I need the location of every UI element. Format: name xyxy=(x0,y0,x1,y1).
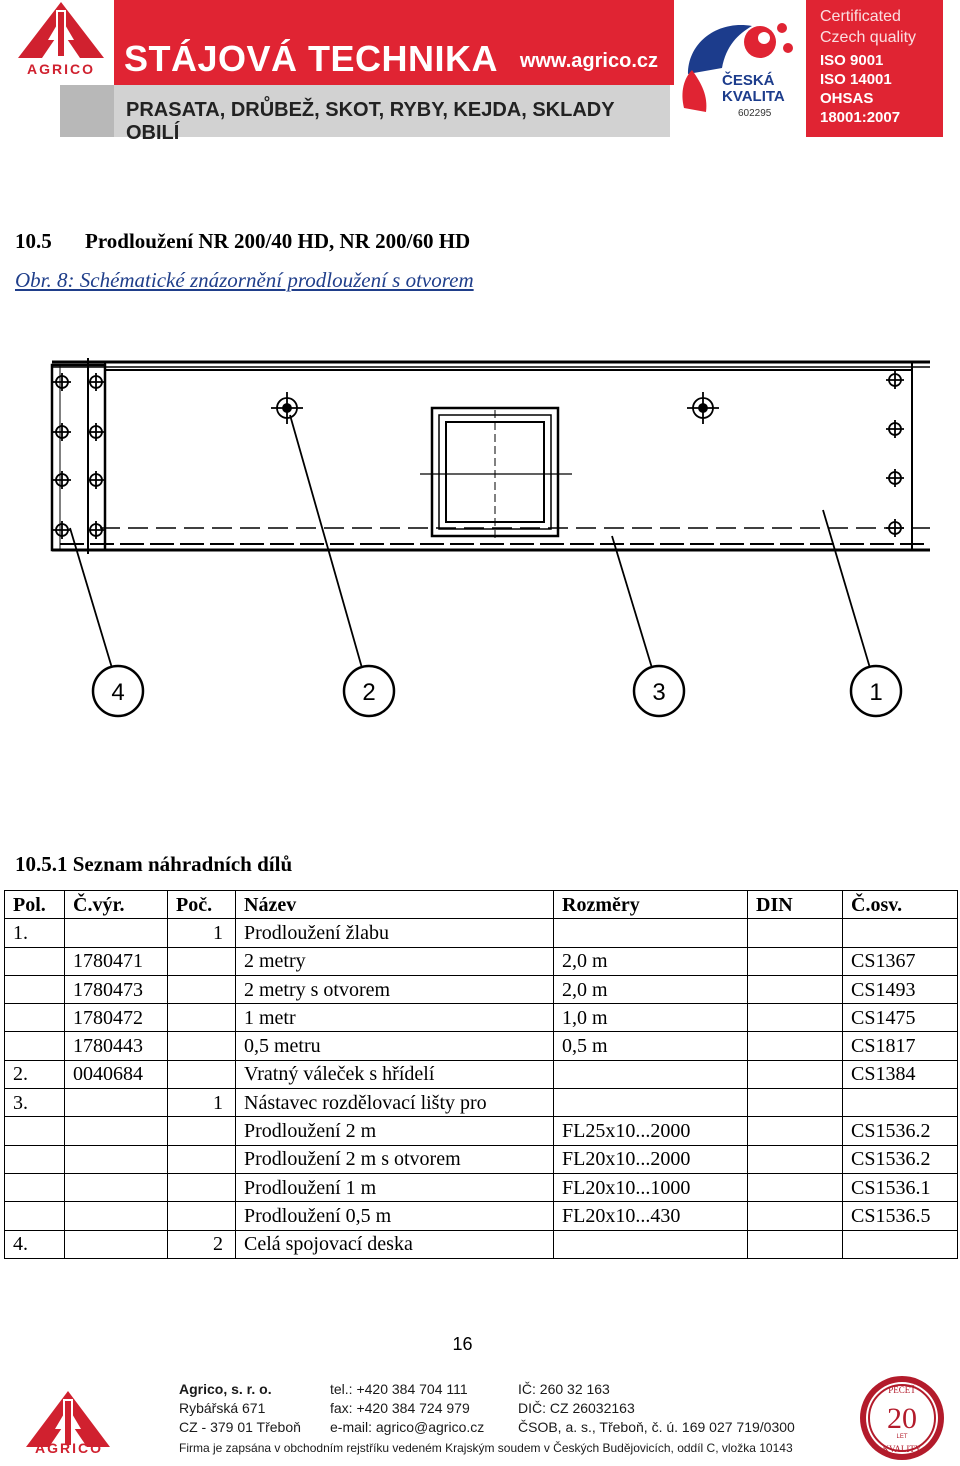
cert-line: OHSAS xyxy=(820,90,874,107)
cell-dimensions: 2,0 m xyxy=(554,975,748,1003)
cell-cert: CS1493 xyxy=(843,975,958,1003)
cell-name: 1 metr xyxy=(236,1004,554,1032)
cell-qty xyxy=(168,1032,236,1060)
cell-pos xyxy=(5,1173,65,1201)
callout-label: 1 xyxy=(869,679,883,706)
contact-fax: fax: +420 384 724 979 xyxy=(330,1400,470,1416)
cert-line: ISO 9001 xyxy=(820,52,884,69)
cell-part-no xyxy=(65,1117,168,1145)
cell-din xyxy=(748,1089,843,1117)
table-row xyxy=(5,1202,958,1230)
cell-name: Prodloužení 1 m xyxy=(236,1173,554,1201)
bolt-symbols xyxy=(53,371,904,539)
seal-text-bottom: KVALITY xyxy=(882,1444,922,1454)
table-row xyxy=(5,1173,958,1201)
section-title-text: Prodloužení NR 200/40 HD, NR 200/60 HD xyxy=(85,229,471,253)
gray-accent xyxy=(60,85,114,137)
seal-number: 20 xyxy=(887,1402,917,1435)
cell-qty xyxy=(168,1202,236,1230)
footer-contact xyxy=(330,1380,484,1437)
callout-label: 3 xyxy=(652,679,666,706)
quality-logo-number: 602295 xyxy=(738,108,772,119)
cell-pos xyxy=(5,1032,65,1060)
cell-part-no xyxy=(65,1089,168,1117)
table-row xyxy=(5,1145,958,1173)
agrico-logo xyxy=(8,0,114,80)
table-row xyxy=(5,1230,958,1258)
cell-pos: 3. xyxy=(5,1089,65,1117)
table-row xyxy=(5,947,958,975)
title-banner xyxy=(114,0,674,85)
cell-dimensions xyxy=(554,1060,748,1088)
cert-line: Czech quality xyxy=(820,29,917,46)
table-header-row xyxy=(5,891,958,919)
figure-caption: Obr. 8: Schématické znázornění prodloužení s otvorem xyxy=(15,268,474,292)
cell-cert: CS1817 xyxy=(843,1032,958,1060)
footer-brand-name: AGRICO xyxy=(35,1440,103,1456)
cell-qty xyxy=(168,1173,236,1201)
cell-dimensions: FL20x10...2000 xyxy=(554,1145,748,1173)
col-header-din: DIN xyxy=(748,891,843,919)
agrico-logo-text: AGRICO xyxy=(27,61,95,77)
cell-cert: CS1536.5 xyxy=(843,1202,958,1230)
cell-dimensions xyxy=(554,1230,748,1258)
cell-cert: CS1536.2 xyxy=(843,1145,958,1173)
cell-dimensions xyxy=(554,1089,748,1117)
col-header-dimensions: Rozměry xyxy=(554,891,748,919)
leader-lines xyxy=(70,415,870,668)
table-row xyxy=(5,1060,958,1088)
quality-logo-line2: KVALITA xyxy=(722,88,785,105)
cell-name: Prodloužení 2 m s otvorem xyxy=(236,1145,554,1173)
quality-logo-line1: ČESKÁ xyxy=(722,72,775,89)
parts-list-title: 10.5.1 Seznam náhradních dílů xyxy=(15,852,293,876)
cell-din xyxy=(748,1004,843,1032)
subtitle-band xyxy=(114,85,670,144)
cell-pos xyxy=(5,975,65,1003)
table-row xyxy=(5,1117,958,1145)
ceska-kvalita-logo-icon xyxy=(678,12,798,122)
page-header xyxy=(0,0,960,144)
seal-years: LET xyxy=(896,1434,908,1440)
col-header-name: Název xyxy=(236,891,554,919)
banner-title: STÁJOVÁ TECHNIKA xyxy=(124,38,499,79)
cell-dimensions: FL25x10...2000 xyxy=(554,1117,748,1145)
cell-qty: 1 xyxy=(168,919,236,947)
callout-label: 2 xyxy=(362,679,376,706)
parts-table xyxy=(4,890,958,1259)
cell-pos xyxy=(5,1202,65,1230)
seal-text-top: PEČEŤ xyxy=(888,1385,916,1395)
cell-pos xyxy=(5,1117,65,1145)
cell-cert xyxy=(843,1089,958,1117)
cell-din xyxy=(748,1032,843,1060)
cell-din xyxy=(748,1117,843,1145)
cell-din xyxy=(748,947,843,975)
page-number: 16 xyxy=(452,1334,473,1354)
table-row xyxy=(5,1032,958,1060)
cell-qty: 2 xyxy=(168,1230,236,1258)
cell-name: 2 metry xyxy=(236,947,554,975)
cell-name: Prodloužení 2 m xyxy=(236,1117,554,1145)
cell-name: 0,5 metru xyxy=(236,1032,554,1060)
cell-name: Vratný váleček s hřídelí xyxy=(236,1060,554,1088)
certificate-box xyxy=(806,0,943,137)
company-name: Agrico, s. r. o. xyxy=(179,1381,272,1397)
cell-dimensions: 0,5 m xyxy=(554,1032,748,1060)
parts-table-body xyxy=(5,919,958,1259)
callout-label: 4 xyxy=(111,679,125,706)
cell-pos xyxy=(5,947,65,975)
section-title xyxy=(15,229,470,254)
cell-qty xyxy=(168,975,236,1003)
cell-part-no xyxy=(65,1145,168,1173)
cell-dimensions: 2,0 m xyxy=(554,947,748,975)
cell-din xyxy=(748,1145,843,1173)
cert-line: 18001:2007 xyxy=(820,109,901,126)
banner-url[interactable]: www.agrico.cz xyxy=(519,50,658,72)
cell-qty xyxy=(168,1117,236,1145)
cell-cert: CS1384 xyxy=(843,1060,958,1088)
cell-dimensions: 1,0 m xyxy=(554,1004,748,1032)
cell-qty xyxy=(168,1004,236,1032)
cell-qty xyxy=(168,1145,236,1173)
cell-name: Nástavec rozdělovací lišty pro xyxy=(236,1089,554,1117)
company-city: CZ - 379 01 Třeboň xyxy=(179,1419,301,1435)
cell-dimensions xyxy=(554,919,748,947)
cell-din xyxy=(748,1173,843,1201)
cell-pos xyxy=(5,1145,65,1173)
table-row xyxy=(5,919,958,947)
cell-pos: 4. xyxy=(5,1230,65,1258)
cell-part-no: 1780471 xyxy=(65,947,168,975)
contact-email[interactable]: e-mail: agrico@agrico.cz xyxy=(330,1419,485,1435)
table-row xyxy=(5,1089,958,1117)
cell-qty: 1 xyxy=(168,1089,236,1117)
company-ico: IČ: 260 32 163 xyxy=(518,1381,610,1397)
company-street: Rybářská 671 xyxy=(179,1400,266,1416)
table-row xyxy=(5,975,958,1003)
col-header-cert: Č.osv. xyxy=(843,891,958,919)
cell-part-no: 1780472 xyxy=(65,1004,168,1032)
cell-name: 2 metry s otvorem xyxy=(236,975,554,1003)
cell-cert xyxy=(843,919,958,947)
cell-cert: CS1536.1 xyxy=(843,1173,958,1201)
cell-cert: CS1367 xyxy=(843,947,958,975)
cell-part-no xyxy=(65,1202,168,1230)
agrico-logo-icon xyxy=(8,0,114,62)
cell-pos: 1. xyxy=(5,919,65,947)
table-row xyxy=(5,1004,958,1032)
cell-name: Prodloužení žlabu xyxy=(236,919,554,947)
contact-phone: tel.: +420 384 704 111 xyxy=(330,1381,468,1397)
cell-part-no xyxy=(65,1173,168,1201)
cell-din xyxy=(748,975,843,1003)
banner-subtitle: PRASATA, DRŮBEŽ, SKOT, RYBY, KEJDA, SKLADY OBILÍ xyxy=(126,99,615,144)
cell-name: Celá spojovací deska xyxy=(236,1230,554,1258)
company-dic: DIČ: CZ 26032163 xyxy=(518,1400,635,1416)
cell-part-no: 1780473 xyxy=(65,975,168,1003)
cell-cert xyxy=(843,1230,958,1258)
company-bank: ČSOB, a. s., Třeboň, č. ú. 169 027 719/0300 xyxy=(518,1419,795,1435)
cell-cert: CS1475 xyxy=(843,1004,958,1032)
cell-name: Prodloužení 0,5 m xyxy=(236,1202,554,1230)
footer-ids xyxy=(518,1380,795,1437)
cell-pos: 2. xyxy=(5,1060,65,1088)
cell-qty xyxy=(168,1060,236,1088)
cell-part-no xyxy=(65,1230,168,1258)
cell-din xyxy=(748,1230,843,1258)
col-header-qty: Poč. xyxy=(168,891,236,919)
extension-drawing xyxy=(0,340,960,730)
cell-qty xyxy=(168,947,236,975)
cert-line: Certificated xyxy=(820,8,901,25)
col-header-pos: Pol. xyxy=(5,891,65,919)
footer-registration: Firma je zapsána v obchodním rejstříku vedeném Krajským soudem v Českých Budějovicích, oddíl C, vložka 10143 xyxy=(179,1441,793,1455)
cell-cert: CS1536.2 xyxy=(843,1117,958,1145)
cell-pos xyxy=(5,1004,65,1032)
cell-dimensions: FL20x10...430 xyxy=(554,1202,748,1230)
col-header-part-no: Č.výr. xyxy=(65,891,168,919)
cell-din xyxy=(748,1202,843,1230)
quality-seal-icon xyxy=(858,1374,946,1462)
cert-line: ISO 14001 xyxy=(820,71,892,88)
footer-company xyxy=(179,1380,301,1437)
cell-part-no xyxy=(65,919,168,947)
cell-part-no: 0040684 xyxy=(65,1060,168,1088)
section-number: 10.5 xyxy=(15,229,52,253)
cell-part-no: 1780443 xyxy=(65,1032,168,1060)
cell-din xyxy=(748,919,843,947)
cell-din xyxy=(748,1060,843,1088)
cell-dimensions: FL20x10...1000 xyxy=(554,1173,748,1201)
